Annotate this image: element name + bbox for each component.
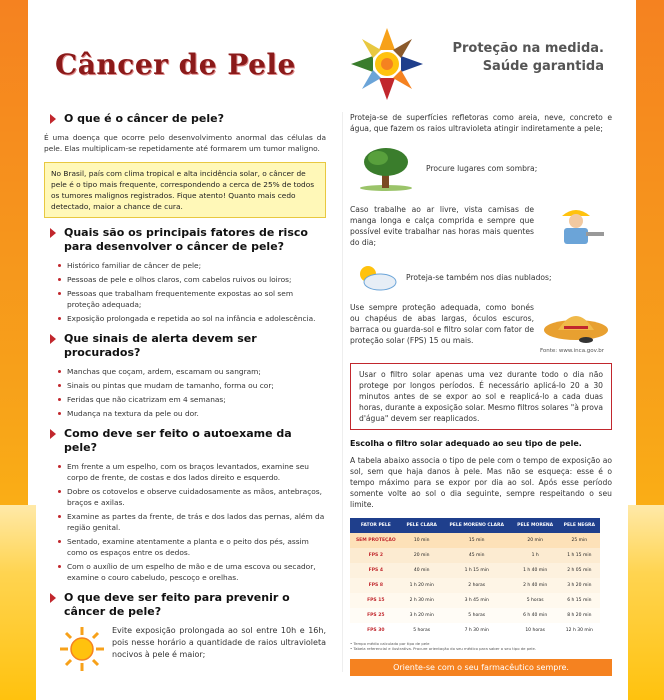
prevention-sun-row [44,625,326,673]
table-cell: 5 horas [526,598,544,603]
list-item: Manchas que coçam, ardem, escamam ou sangram; [58,366,326,377]
table-note: • Tempo médio calculado por tipo de pele [350,641,430,646]
tagline-line1: Proteção na medida. [452,41,604,56]
protection-block [350,300,612,348]
definition-paragraph: É uma doença que ocorre pelo desenvolvimento anormal das células da pele. Elas multiplicam-se repetidamente até formarem um tumor maligno. [44,133,326,153]
question-heading: Que sinais de alerta devem ser procurados? [64,332,257,359]
table-cell: 3 h 20 min [409,613,434,618]
question-risk-factors [44,226,326,254]
row-label: FPS 8 [368,583,383,588]
list-item: Pessoas que trabalham frequentemente expostas ao sol sem proteção adequada; [58,288,326,310]
prevention-paragraph: Evite exposição prolongada ao sol entre 10h e 16h, pois nesse horário a quantidade de raios ultravioleta nocivos à pele é maior; [112,626,326,659]
table-cell: 45 min [468,553,485,558]
table-cell: 1 h 15 min [464,568,489,573]
table-header-row [350,518,600,533]
table-cell: 2 horas [468,583,486,588]
list-item: Dobre os cotovelos e observe cuidadosamente as mãos, antebraços, braços e axilas. [58,486,326,508]
column-header: PELE MORENA [512,518,559,533]
table-cell: 2 h 40 min [523,583,548,588]
risk-factors-list [58,260,326,324]
table-cell: 25 min [571,538,588,543]
table-cell: 7 h 30 min [464,628,489,633]
brazil-highlight-box: No Brasil, país com clima tropical e alta incidência solar, o câncer de pele é o tipo mais frequente, correspondendo a cerca de 25% de todos os tumores malignos registrados. Fique atento! Quanto mais cedo detectado, maior a chance de cura. [44,162,326,218]
table-cell: 12 h 30 min [565,628,593,633]
table-cell: 2 h 05 min [567,568,592,573]
table-cell: 2 h 30 min [409,598,434,603]
row-label: FPS 4 [368,568,383,573]
warning-signs-list [58,366,326,419]
column-header: PELE CLARA [402,518,442,533]
right-column [350,112,612,676]
table-cell: 1 h 15 min [567,553,592,558]
question-heading: O que deve ser feito para prevenir o câncer de pele? [64,591,290,618]
table-cell: 15 min [468,538,485,543]
table-cell: 1 h 20 min [409,583,434,588]
cloudy-block [350,260,612,294]
sunscreen-warning-box: Usar o filtro solar apenas uma vez durante todo o dia não protege por longos períodos. É necessário aplicá-lo 20 a 30 minutos antes de se expor ao sol e reaplicá-lo a cada duas horas, durante a exposição solar. Mesmo filtros solares "à prova d'água" devem ser reaplicados. [350,363,612,430]
table-cell: 1 h [531,553,539,558]
header-pele: PELE [378,523,391,528]
tree-icon [350,144,422,192]
arrow-bullet-icon [50,114,56,124]
list-item: Sinais ou pintas que mudam de tamanho, forma ou cor; [58,380,326,391]
table-cell: 5 horas [468,613,486,618]
list-item: Pessoas de pele e olhos claros, com cabelos ruivos ou loiros; [58,274,326,285]
reflective-surfaces-text: Proteja-se de superfícies refletoras como areia, neve, concreto e água, que fazem os raios ultravioleta atingir indiretamente a pele; [350,113,612,133]
arrow-bullet-icon [50,334,56,344]
source-note: Fonte: www.inca.gov.br [539,348,604,354]
table-cell: 40 min [413,568,430,573]
table-note: • Tabela referencial e ilustrativa. Procure orientação do seu médico para saber o seu tipo de pele. [350,646,537,651]
outdoor-work-block [350,198,612,254]
tagline [424,40,604,76]
shade-block [350,144,612,192]
arrow-bullet-icon [50,228,56,238]
row-label: FPS 15 [367,598,385,603]
tagline-line2: Saúde garantida [482,59,604,74]
question-heading: O que é o câncer de pele? [64,112,224,125]
question-heading: Quais são os principais fatores de risco para desenvolver o câncer de pele? [64,226,308,253]
table-cell: 8 h 20 min [567,613,592,618]
cloudy-text: Proteja-se também nos dias nublados; [406,272,552,282]
table-row [350,593,600,608]
worker-icon [540,198,612,254]
column-divider [342,112,343,672]
list-item: Em frente a um espelho, com os braços levantados, examine seu corpo de frente, de costas e dos lados direito e esquerdo. [58,461,326,483]
table-notes [350,641,612,651]
table-cell: 6 h 40 min [523,613,548,618]
list-item: Feridas que não cicatrizam em 4 semanas; [58,394,326,405]
page-title: Câncer de Pele [55,48,296,81]
question-prevention [44,591,326,619]
left-column [44,112,326,673]
arrow-bullet-icon [50,593,56,603]
table-cell: 3 h 45 min [464,598,489,603]
table-row [350,608,600,623]
list-item: Examine as partes da frente, de trás e dos lados das pernas, além da região genital. [58,511,326,533]
hat-sunglasses-icon [540,300,612,348]
table-cell: 10 horas [525,628,546,633]
table-cell: 3 h 20 min [567,583,592,588]
table-cell: 6 h 15 min [567,598,592,603]
table-cell: 20 min [527,538,543,543]
table-row [350,623,600,638]
question-warning-signs [44,332,326,360]
self-exam-list [58,461,326,583]
question-heading: Como deve ser feito o autoexame da pele? [64,427,292,454]
protection-text: Use sempre proteção adequada, como bonés ou chapéus de abas largas, óculos escuros, barraca ou guarda-sol e filtro solar com fator de proteção solar (FPS) 15 ou mais. [350,303,534,345]
table-cell: 10 min [413,538,430,543]
table-row [350,548,600,563]
list-item: Histórico familiar de câncer de pele; [58,260,326,271]
question-self-exam [44,427,326,455]
sun-exposure-table [350,518,600,638]
row-label: FPS 25 [367,613,385,618]
header-fator: FATOR [360,523,377,528]
column-header: PELE NEGRA [559,518,600,533]
row-label: FPS 30 [367,628,385,633]
table-corner [350,518,402,533]
cloud-sun-icon [350,260,400,294]
question-what-is [44,112,326,126]
outdoor-work-text: Caso trabalhe ao ar livre, vista camisas de manga longa e calça comprida e sempre que possível evite trabalhar nas horas mais quentes do dia; [350,205,534,247]
table-cell: 1 h 40 min [523,568,548,573]
table-cell: 5 horas [413,628,431,633]
list-item: Com o auxílio de um espelho de mão e de uma escova ou secador, examine o couro cabeludo, pescoço e orelhas. [58,561,326,583]
choose-sunscreen-paragraph: A tabela abaixo associa o tipo de pele com o tempo de exposição ao sol, sem que haja danos à pele. Mas não se esqueça: esse é o tempo máximo para se expor por dia ao sol. Após esse período somente volte ao sol o dia seguinte, sempre respeitando o seu limite. [350,456,612,509]
list-item: Mudança na textura da pele ou dor. [58,408,326,419]
list-item: Exposição prolongada e repetida ao sol na infância e adolescência. [58,313,326,324]
table-row [350,533,600,548]
sun-icon [58,625,106,673]
table-cell: 20 min [413,553,430,558]
sun-star-logo-icon [348,25,426,103]
row-label: FPS 2 [368,553,383,558]
shade-text: Procure lugares com sombra; [426,163,538,173]
column-header: PELE MORENO CLARA [442,518,512,533]
choose-sunscreen-title: Escolha o filtro solar adequado ao seu tipo de pele. [350,439,582,448]
arrow-bullet-icon [50,429,56,439]
row-label: SEM PROTEÇÃO [355,538,396,543]
table-row [350,578,600,593]
list-item: Sentado, examine atentamente a planta e o peito dos pés, assim como os espaços entre os dedos. [58,536,326,558]
table-row [350,563,600,578]
footer-pharmacist-banner: Oriente-se com o seu farmacêutico sempre. [350,659,612,676]
